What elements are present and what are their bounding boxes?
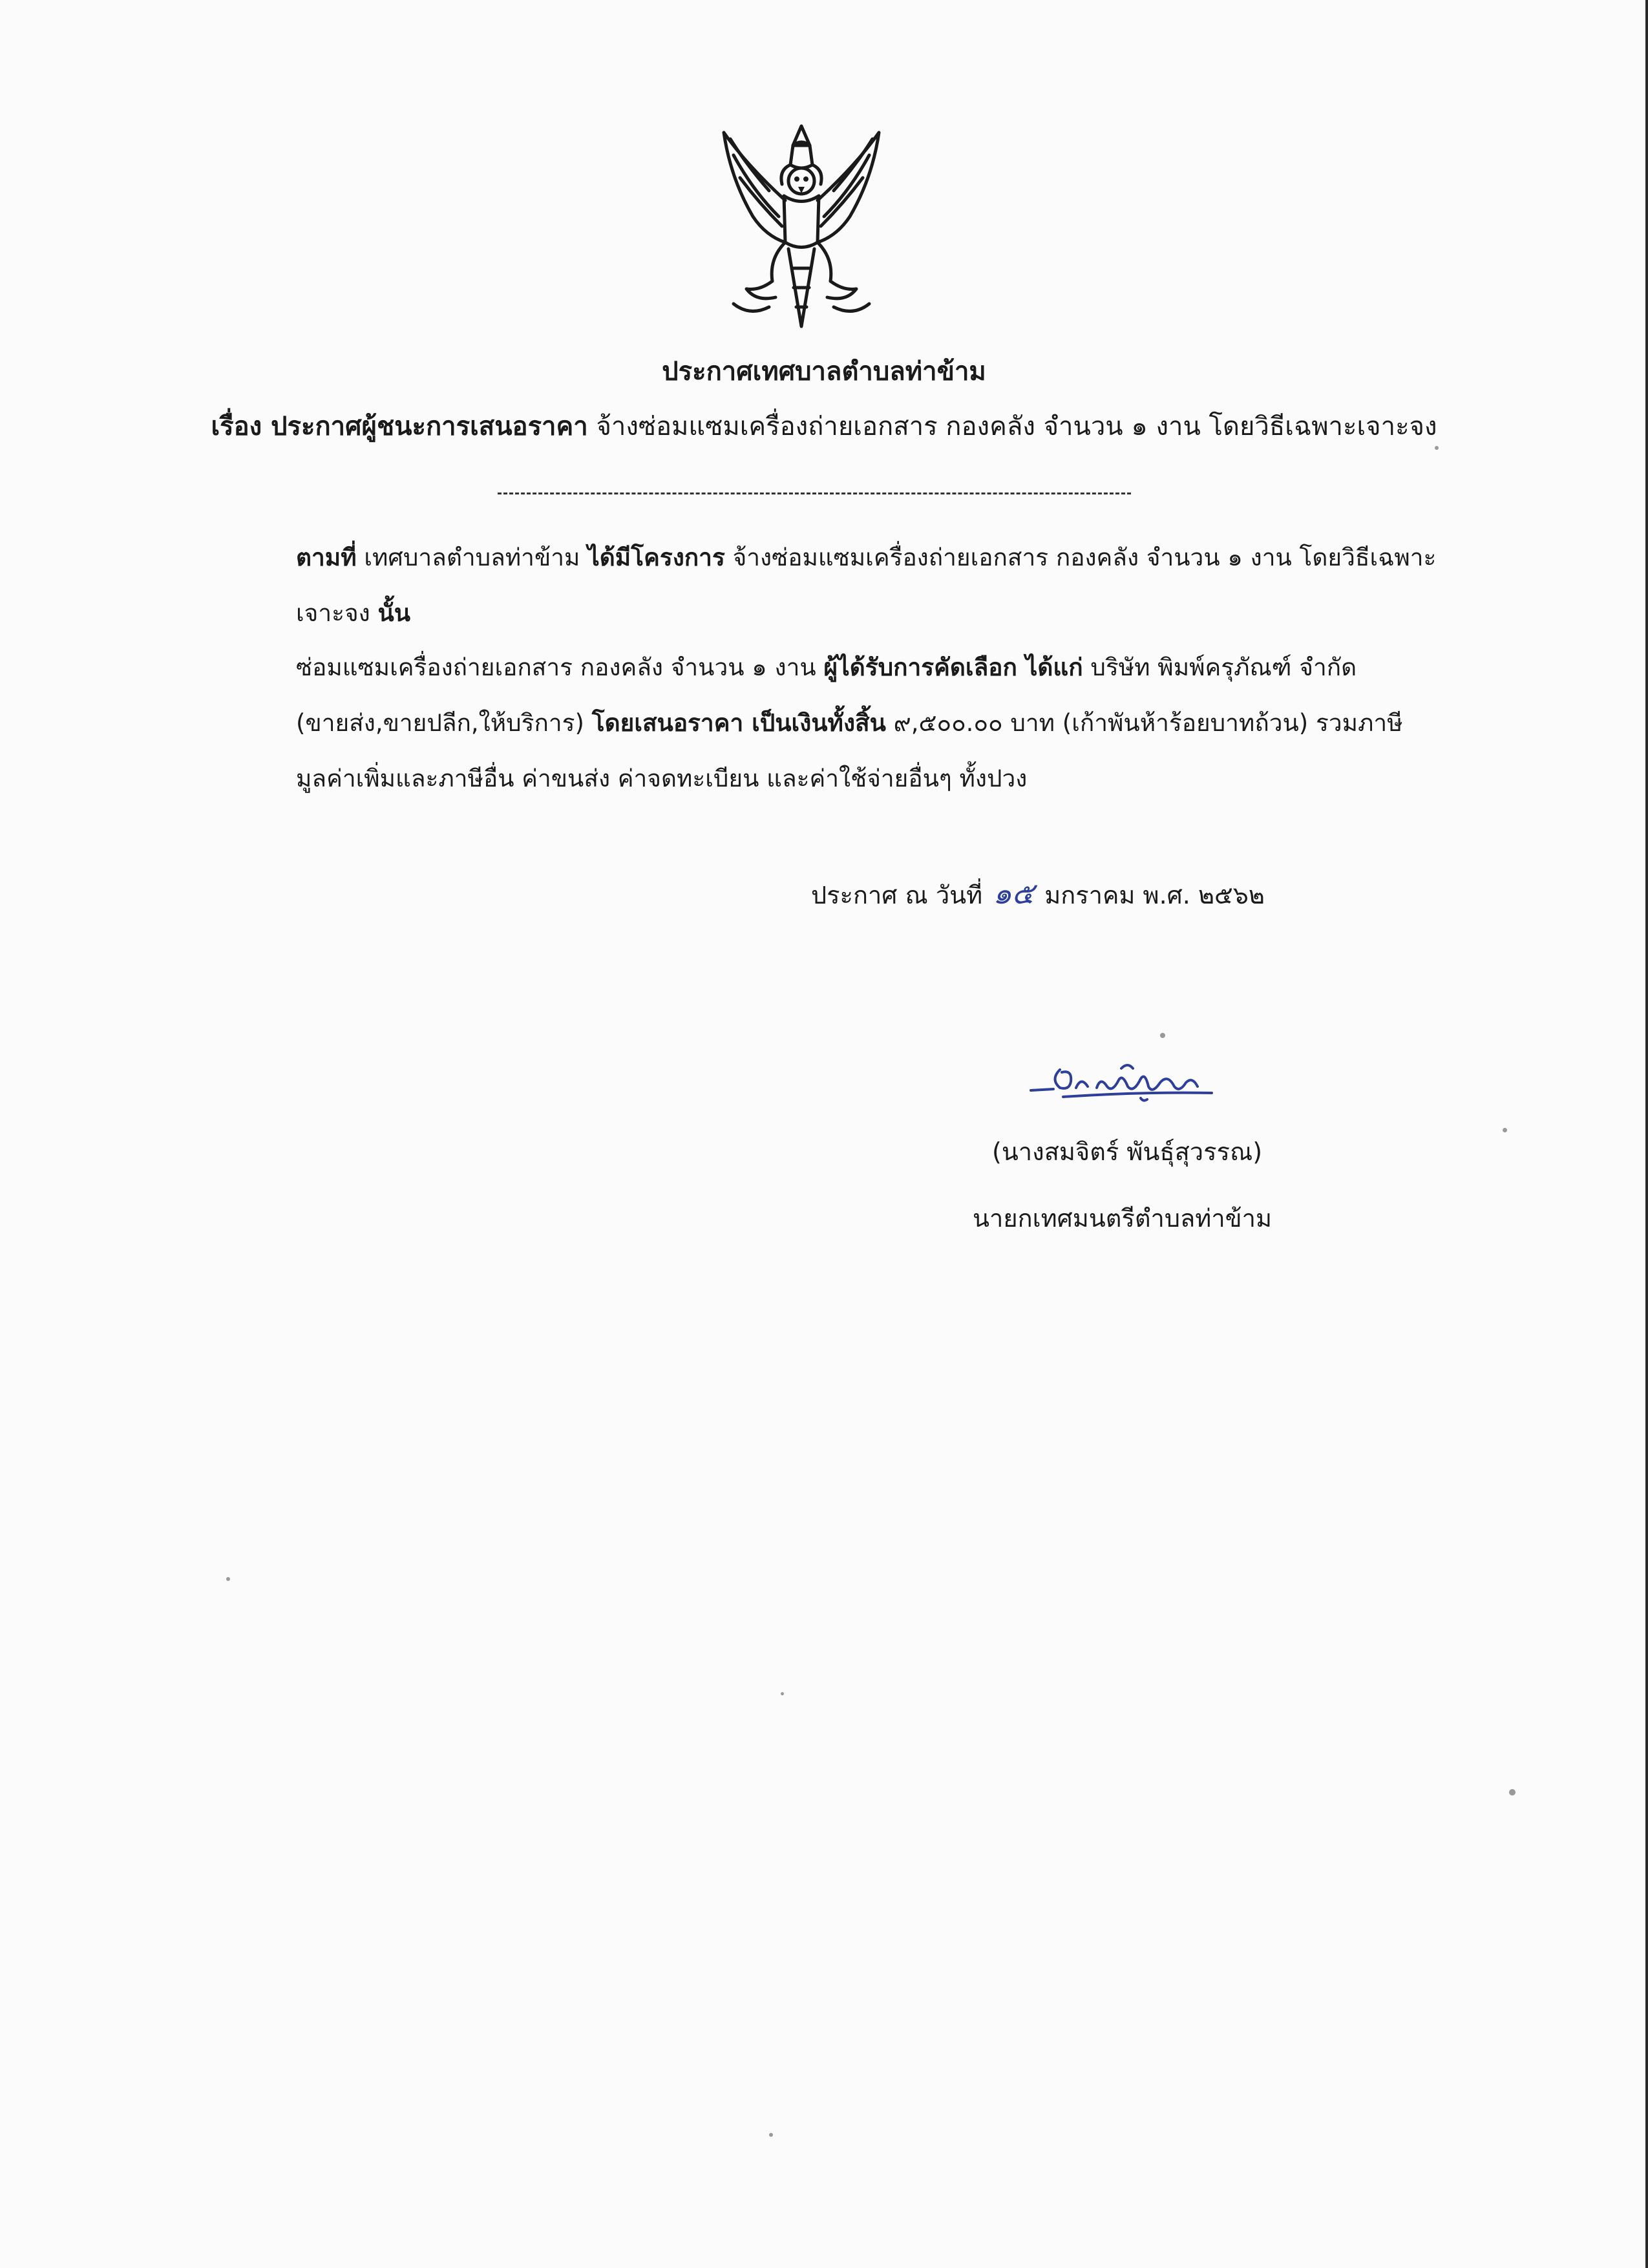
scan-speck [1160, 1033, 1165, 1038]
date-day-handwritten: ๑๕ [993, 876, 1035, 911]
signer-position: นายกเทศมนตรีตำบลท่าข้าม [973, 1204, 1273, 1233]
scan-speck [1509, 1789, 1516, 1796]
paragraph-project [160, 530, 1459, 641]
para2-part2: ผู้ได้รับการคัดเลือก ได้แก่ [823, 653, 1083, 681]
para2-part4: โดยเสนอราคา เป็นเงินทั้งสิ้น [591, 709, 886, 737]
para2-part3: บริษัท พิมพ์ครุภัณฑ์ จำกัด (ขายส่ง,ขายปลีก,ให้บริการ) [296, 653, 1357, 737]
scan-speck [1435, 446, 1439, 450]
scan-speck [1503, 1128, 1507, 1132]
signature-icon [1024, 1050, 1257, 1121]
para1-part4: จ้างซ่อมแซมเครื่องถ่ายเอกสาร กองคลัง จำนวน ๑ งาน โดยวิธีเฉพาะเจาะจง [296, 544, 1437, 627]
scan-speck [769, 2133, 773, 2137]
paragraph-winner-text [160, 640, 1459, 807]
paragraph-project-text [160, 530, 1459, 641]
date-prefix: ประกาศ ณ วันที่ [811, 881, 983, 909]
scan-speck [226, 1577, 230, 1581]
para1-part2: เทศบาลตำบลท่าข้าม [356, 544, 588, 571]
garuda-emblem-icon [708, 120, 895, 333]
dashed-divider [498, 493, 1131, 494]
date-month-year: มกราคม พ.ศ. ๒๕๖๒ [1044, 881, 1265, 909]
scan-speck [781, 1692, 784, 1695]
para1-part5: นั้น [377, 599, 411, 627]
scan-edge [1645, 0, 1648, 2268]
announcement-title: ประกาศเทศบาลตำบลท่าข้าม [662, 357, 986, 387]
signer-name: (นางสมจิตร์ พันธุ์สุวรรณ) [992, 1138, 1263, 1166]
subject-prefix: เรื่อง ประกาศผู้ชนะการเสนอราคา [211, 412, 588, 441]
para2-part1: ซ่อมแซมเครื่องถ่ายเอกสาร กองคลัง จำนวน ๑ งาน [296, 653, 824, 681]
para1-part1: ตามที่ [296, 544, 357, 571]
announcement-date [811, 874, 1265, 915]
announcement-subject [0, 407, 1648, 446]
para1-part3: ได้มีโครงการ [587, 544, 725, 571]
subject-rest: จ้างซ่อมแซมเครื่องถ่ายเอกสาร กองคลัง จำนวน ๑ งาน โดยวิธีเฉพาะเจาะจง [587, 412, 1437, 441]
paragraph-winner [160, 640, 1459, 807]
para2-part6: รวมภาษีมูลค่าเพิ่มและภาษีอื่น ค่าขนส่ง ค่าจดทะเบียน และค่าใช้จ่ายอื่นๆ ทั้งปวง [296, 709, 1403, 792]
para2-part5: ๙,๕๐๐.๐๐ บาท (เก้าพันห้าร้อยบาทถ้วน) [885, 709, 1316, 737]
